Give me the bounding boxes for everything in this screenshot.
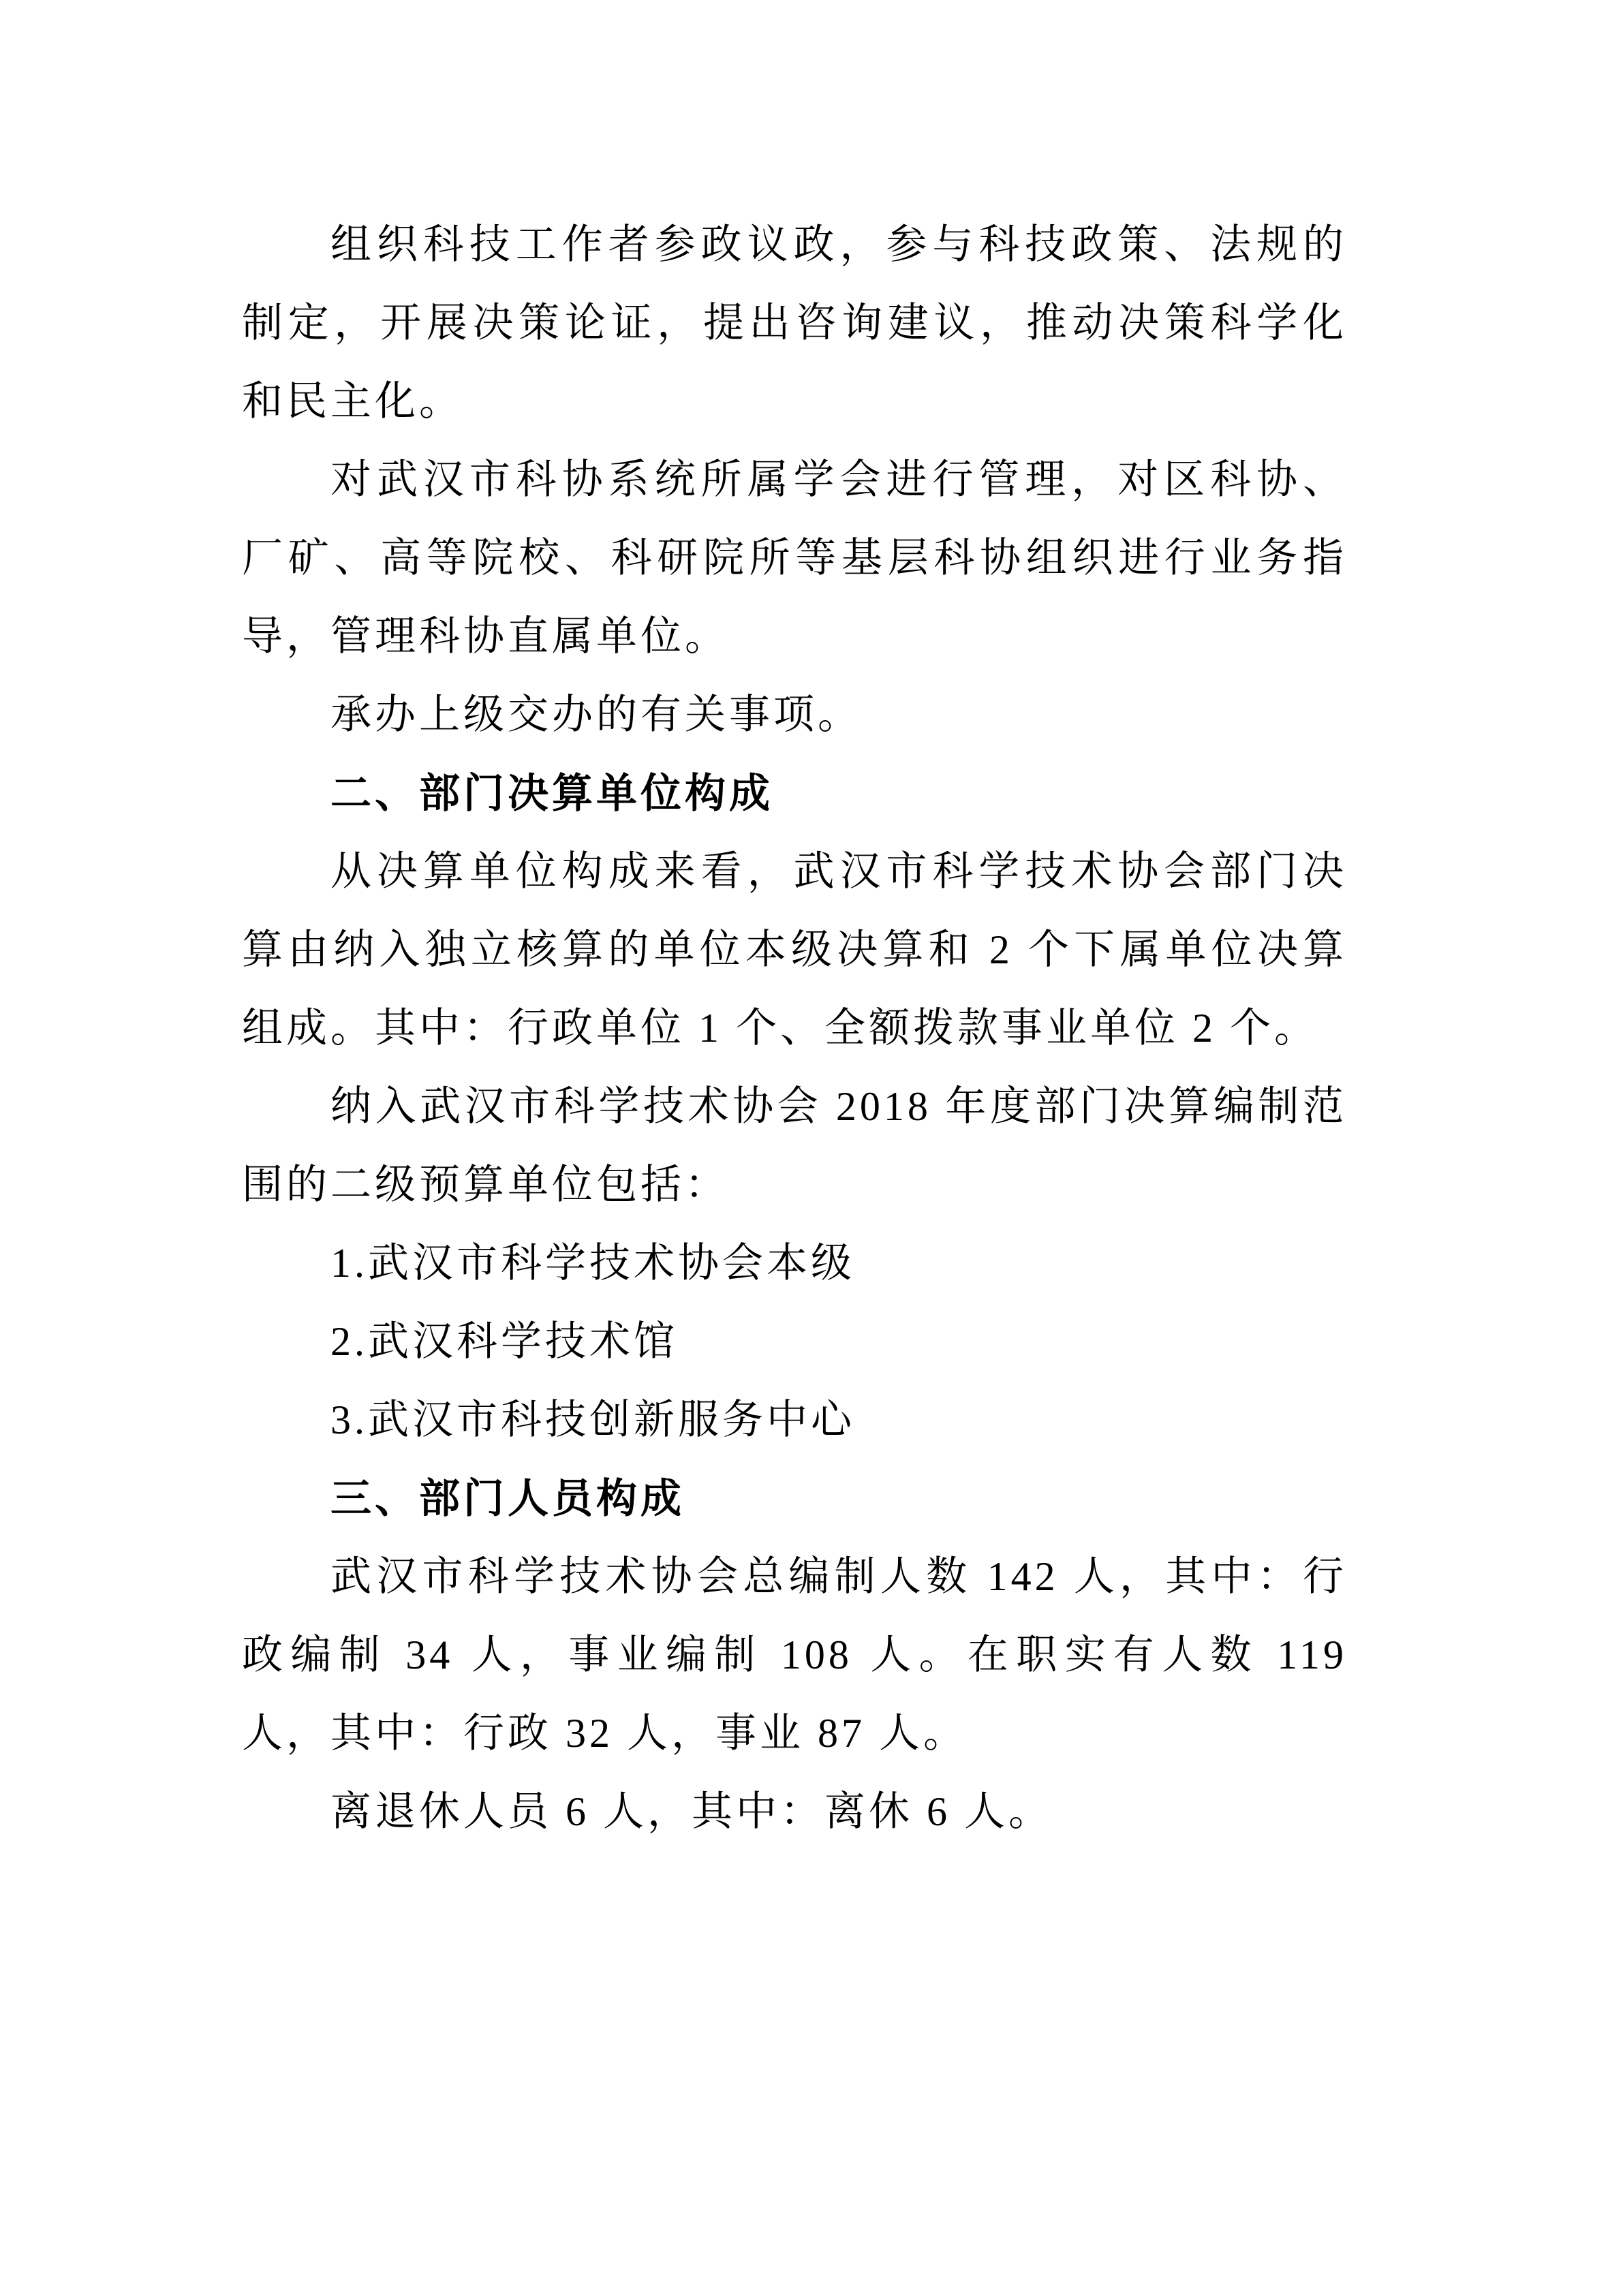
list-item: 1.武汉市科学技术协会本级 <box>330 1241 855 1286</box>
body-paragraph: 离退休人员 6 人，其中：离休 6 人。 <box>330 1789 1053 1834</box>
body-paragraph: 纳入武汉市科学技术协会 2018 年度部门决算编制范围的二级预算单位包括： <box>242 1084 1347 1207</box>
body-paragraph: 武汉市科学技术协会总编制人数 142 人，其中：行政编制 34 人，事业编制 108 人。在职实有人数 119 人，其中：行政 32 人，事业 87 人。 <box>242 1554 1347 1756</box>
list-item: 2.武汉科学技术馆 <box>330 1319 678 1364</box>
body-paragraph: 组织科技工作者参政议政，参与科技政策、法规的制定，开展决策论证，提出咨询建议，推动决策科学化和民主化。 <box>242 222 1347 424</box>
list-item: 3.武汉市科技创新服务中心 <box>330 1397 855 1442</box>
body-paragraph: 对武汉市科协系统所属学会进行管理，对区科协、厂矿、高等院校、科研院所等基层科协组织进行业务指导，管理科协直属单位。 <box>242 457 1347 659</box>
body-paragraph: 从决算单位构成来看，武汉市科学技术协会部门决算由纳入独立核算的单位本级决算和 2 个下属单位决算组成。其中：行政单位 1 个、全额拨款事业单位 2 个。 <box>242 849 1347 1051</box>
section-heading: 三、部门人员构成 <box>330 1476 685 1521</box>
document-body <box>242 206 1347 1851</box>
body-paragraph: 承办上级交办的有关事项。 <box>330 692 862 737</box>
section-heading: 二、部门决算单位构成 <box>330 771 773 816</box>
